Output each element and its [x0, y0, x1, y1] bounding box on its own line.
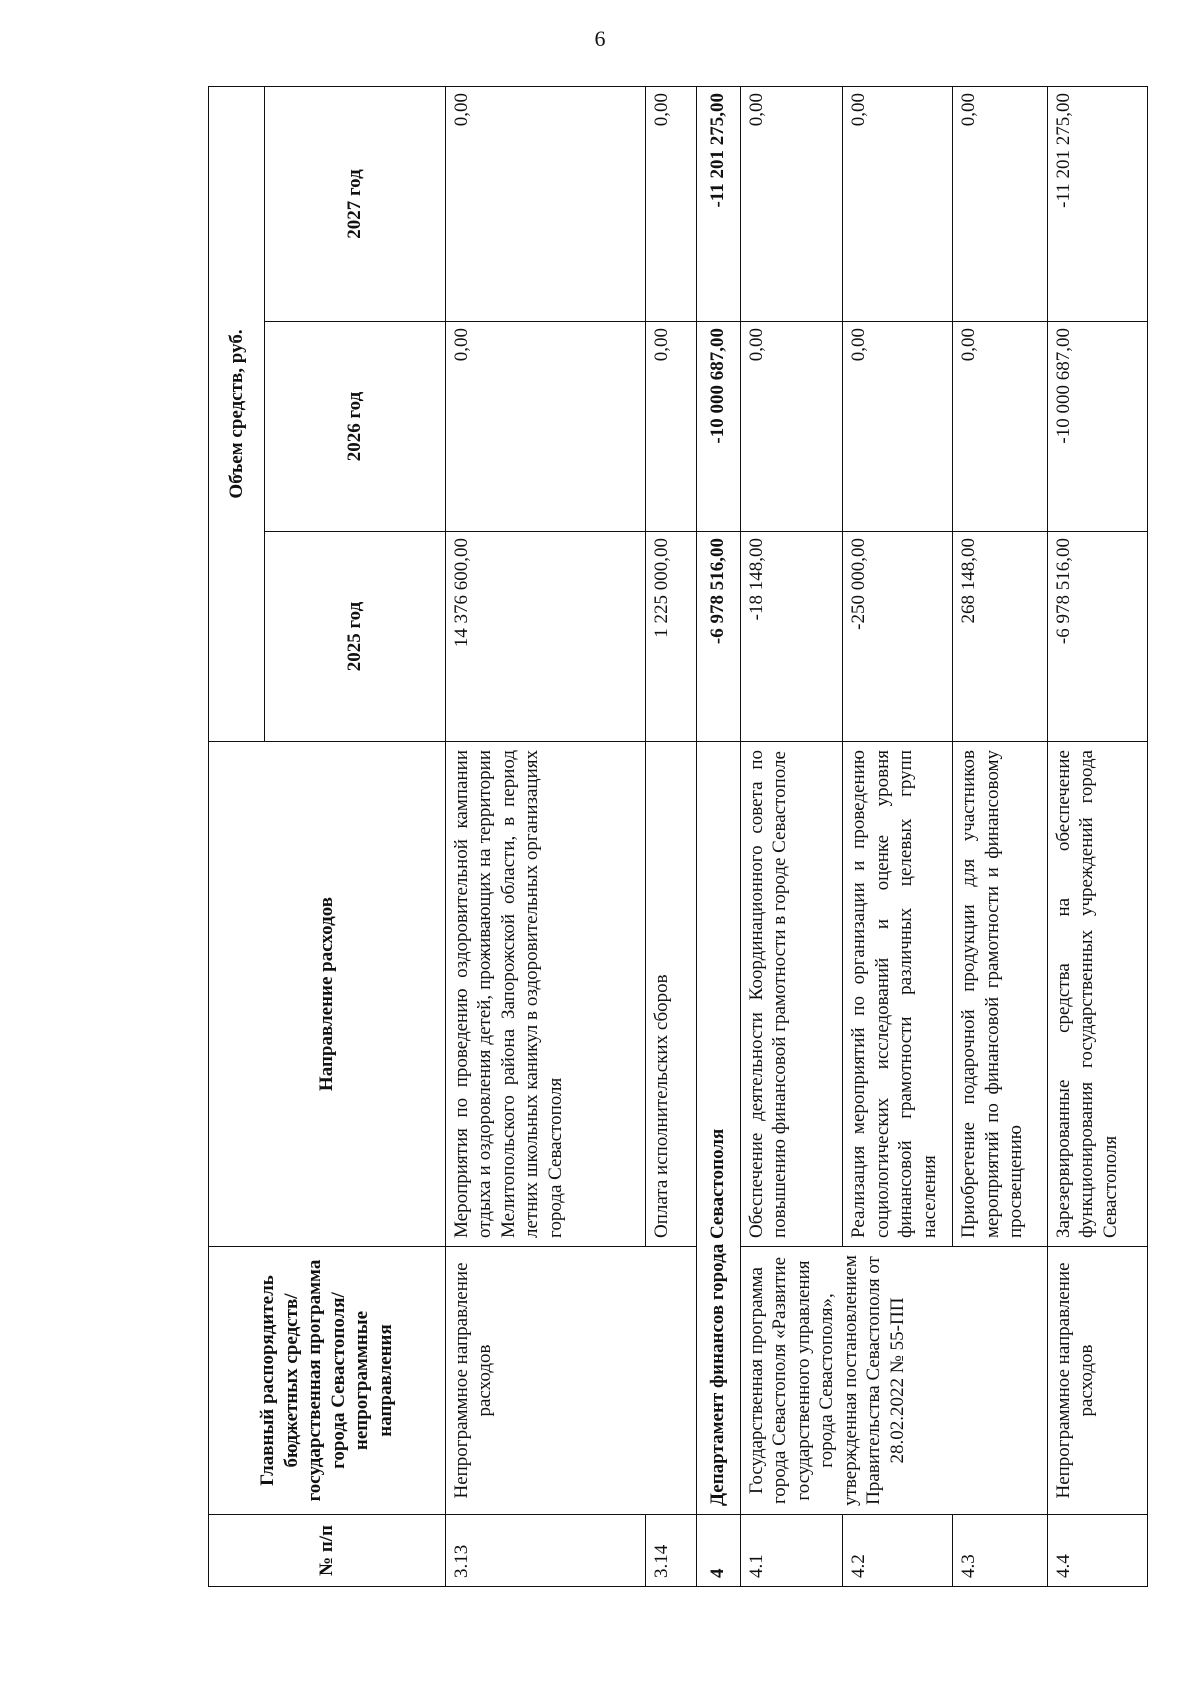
row-value-2027: -11 201 275,00: [696, 86, 740, 321]
row-value-2027: -11 201 275,00: [1047, 86, 1147, 321]
header-direction: Направление расходов: [209, 742, 446, 1247]
page-number: 6: [594, 26, 606, 51]
row-value-2026: 0,00: [445, 322, 646, 532]
row-manager: Непрограммное направление расходов: [1047, 1247, 1147, 1515]
row-num: 4: [696, 1515, 740, 1587]
header-year-2026: 2026 год: [265, 322, 446, 532]
row-value-2027: 0,00: [445, 86, 646, 321]
row-direction: Приобретение подарочной продукции для участников мероприятий по финансовой грамотности и финансовому просвещению: [953, 742, 1047, 1247]
row-value-2025: -6 978 516,00: [696, 532, 740, 742]
row-value-2026: 0,00: [740, 322, 842, 532]
row-direction: Мероприятия по проведению оздоровительной кампании отдыха и оздоровления детей, проживающих на территории Мелитопольского района Запорожской области, в период летних школьных каникул в оздоровительных организациях города Севастополя: [445, 742, 646, 1247]
row-num: 4.4: [1047, 1515, 1147, 1587]
row-manager: Непрограммное направление расходов: [445, 1247, 696, 1515]
row-manager: Государственная программа города Севастополя «Развитие государственного управления города Севастополя», утвержденная постановлением Правительства Севастополя от 28.02.2022 № 55-ПП: [740, 1247, 1047, 1515]
row-value-2025: 268 148,00: [953, 532, 1047, 742]
row-direction: Реализация мероприятий по организации и проведению социологических исследований и оценке уровня финансовой грамотности различных целевых групп населения: [842, 742, 952, 1247]
row-direction: Обеспечение деятельности Координационного совета по повышению финансовой грамотности в городе Севастополе: [740, 742, 842, 1247]
header-year-2025: 2025 год: [265, 532, 446, 742]
row-direction: Оплата исполнительских сборов: [646, 742, 696, 1247]
row-num: 4.1: [740, 1515, 842, 1587]
budget-table: [208, 86, 1148, 1587]
table-row-4: [696, 86, 740, 1586]
row-value-2025: 1 225 000,00: [646, 532, 696, 742]
row-value-2025: 14 376 600,00: [445, 532, 646, 742]
header-year-2027: 2027 год: [265, 86, 446, 321]
row-value-2027: 0,00: [842, 86, 952, 321]
row-num: 3.14: [646, 1515, 696, 1587]
row-num: 4.3: [953, 1515, 1047, 1587]
header-num: № п/п: [209, 1515, 446, 1587]
row-manager: Департамент финансов города Севастополя: [696, 742, 740, 1515]
header-manager: Главный распорядитель бюджетных средств/государственная программа города Севастополя/непрограммные направления: [209, 1247, 446, 1515]
row-value-2027: 0,00: [740, 86, 842, 321]
table-row-4-1: [740, 86, 842, 1586]
row-value-2027: 0,00: [953, 86, 1047, 321]
row-direction: Зарезервированные средства на обеспечение функционирования государственных учреждений города Севастополя: [1047, 742, 1147, 1247]
row-num: 3.13: [445, 1515, 646, 1587]
row-value-2025: -6 978 516,00: [1047, 532, 1147, 742]
row-value-2025: -18 148,00: [740, 532, 842, 742]
row-value-2026: -10 000 687,00: [1047, 322, 1147, 532]
header-row-1: [209, 86, 265, 1586]
row-value-2026: 0,00: [953, 322, 1047, 532]
row-value-2027: 0,00: [646, 86, 696, 321]
row-num: 4.2: [842, 1515, 952, 1587]
row-value-2026: -10 000 687,00: [696, 322, 740, 532]
rotated-table-wrapper: [208, 87, 1148, 1587]
header-volume: Объем средств, руб.: [209, 86, 265, 741]
table-row-4-4: [1047, 86, 1147, 1586]
row-value-2026: 0,00: [842, 322, 952, 532]
row-value-2026: 0,00: [646, 322, 696, 532]
row-value-2025: -250 000,00: [842, 532, 952, 742]
table-row-3-13: [445, 86, 646, 1586]
